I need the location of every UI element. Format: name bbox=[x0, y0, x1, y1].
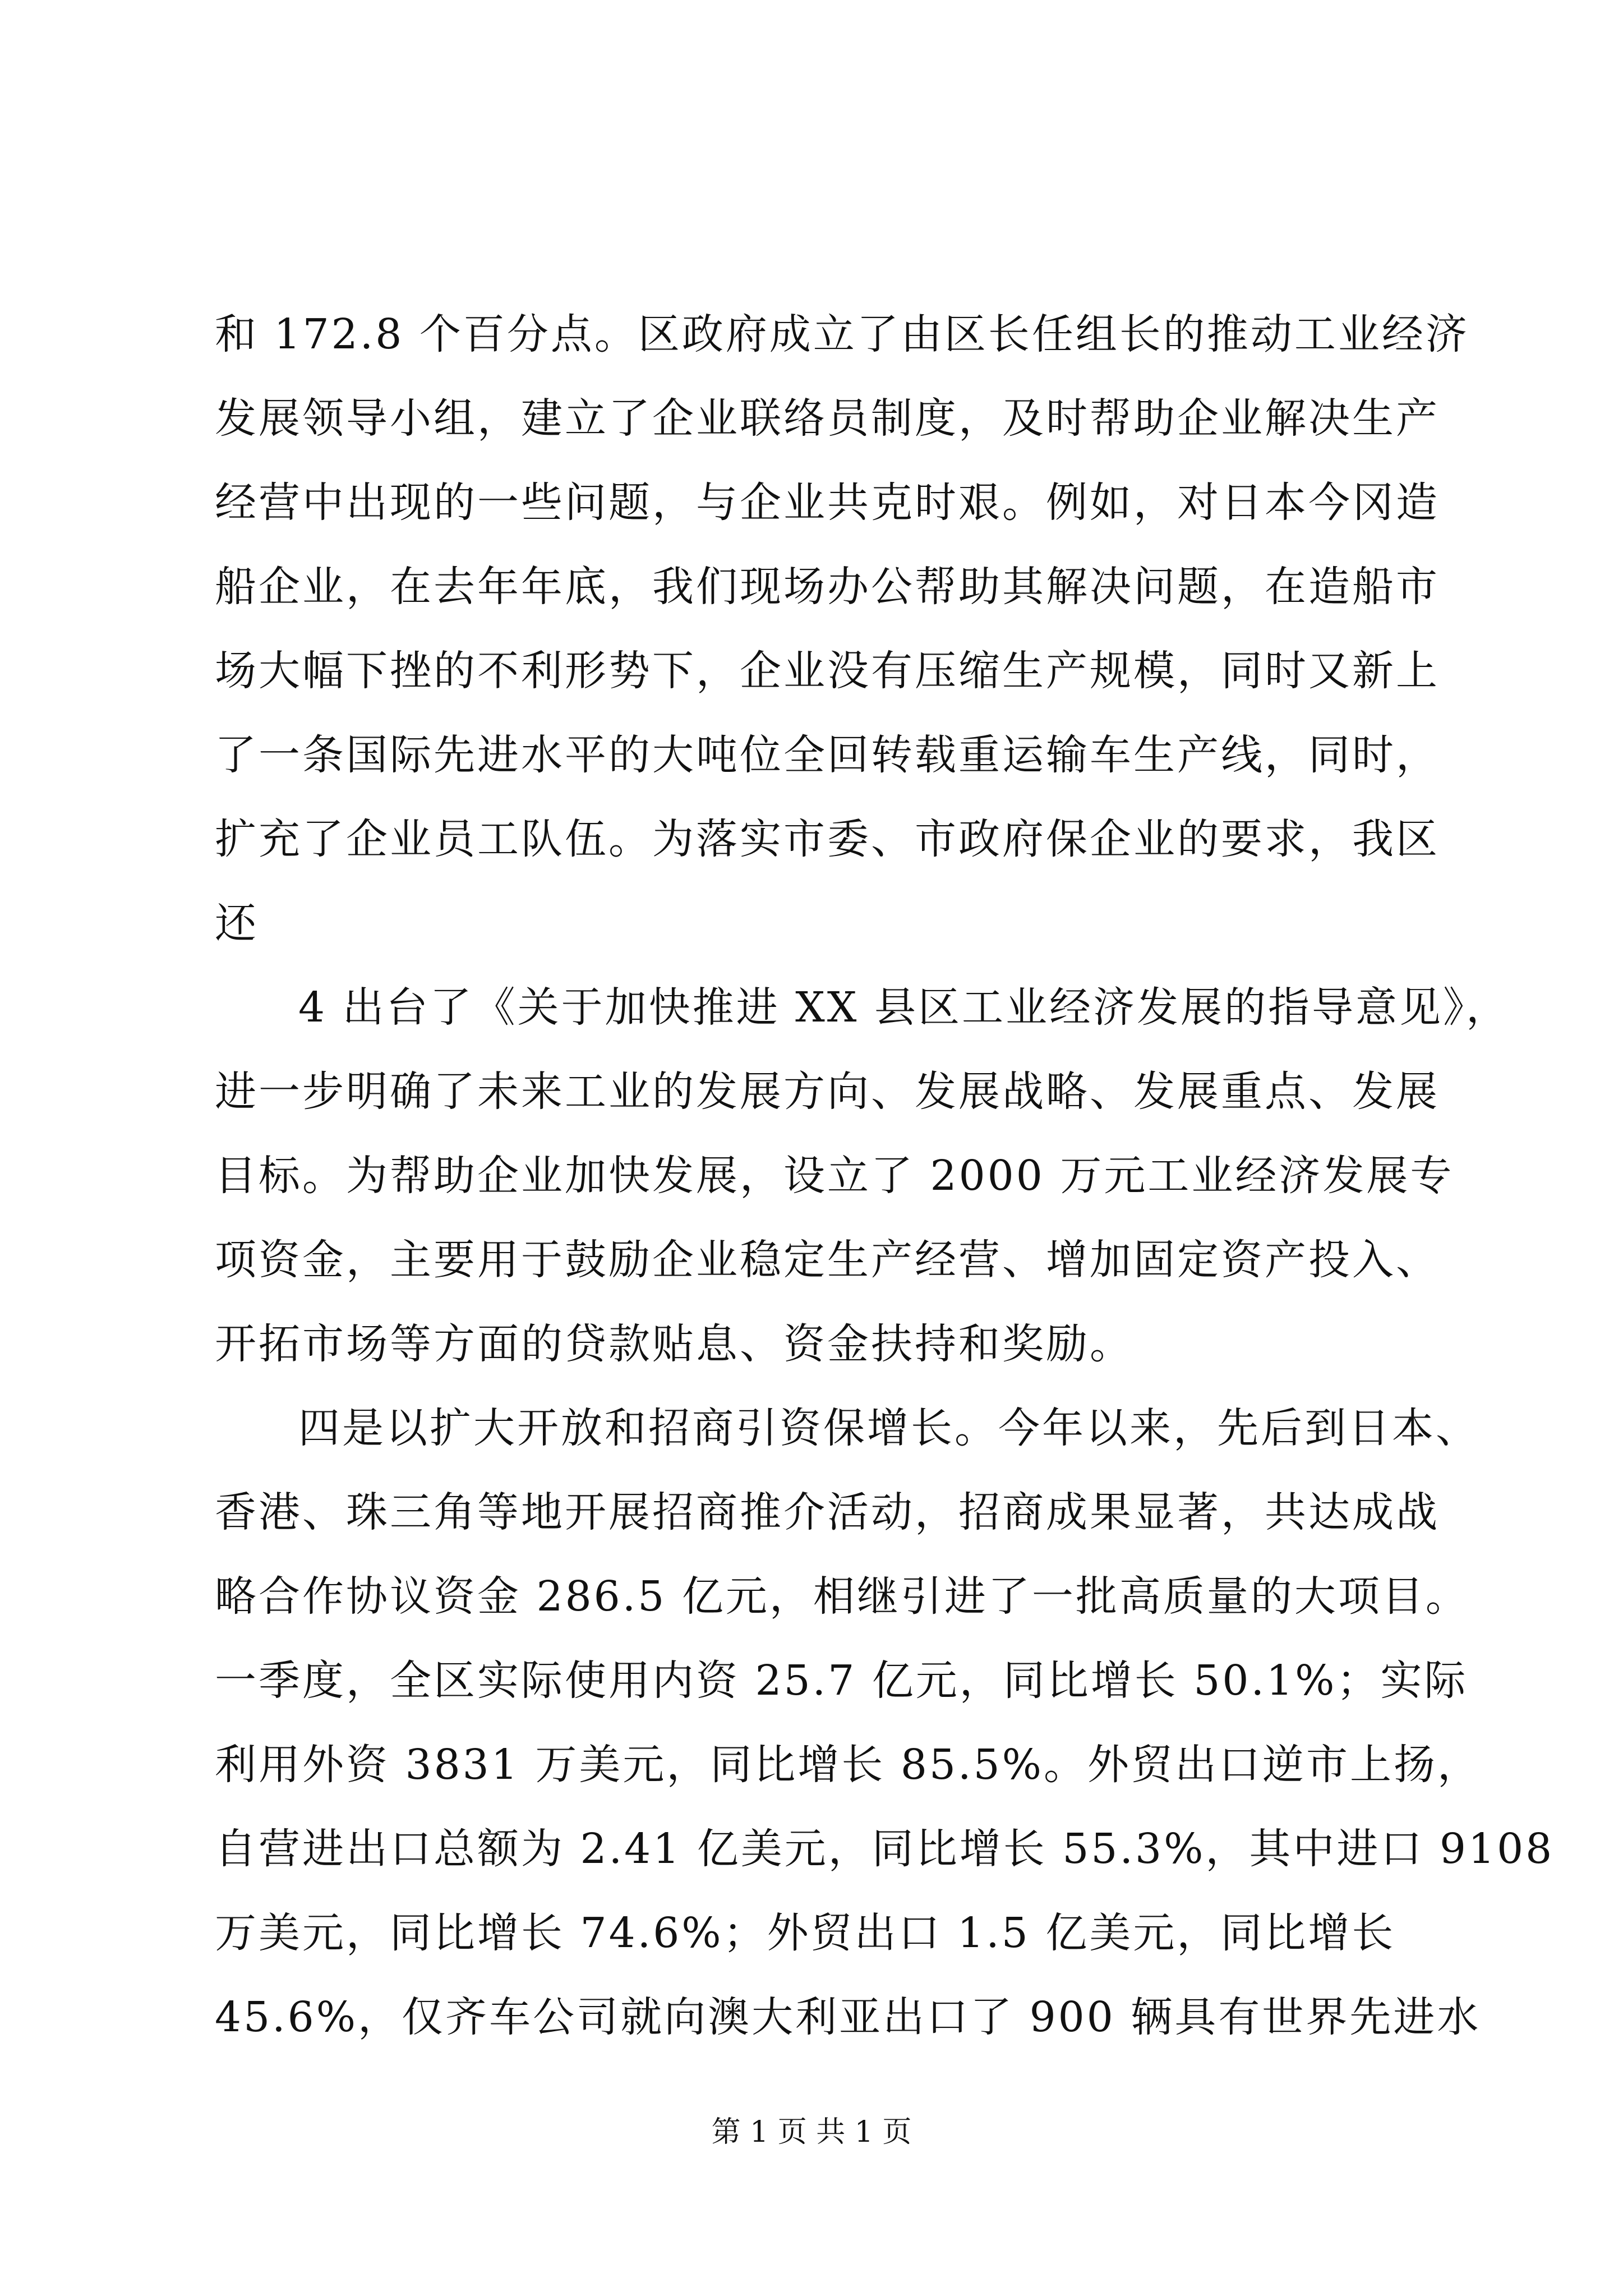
text-line: 45.6%，仅齐车公司就向澳大利亚出口了 900 辆具有世界先进水 bbox=[215, 1993, 1481, 2041]
text-line: 目标。为帮助企业加快发展，设立了 2000 万元工业经济发展专 bbox=[215, 1152, 1454, 1200]
text-line: 和 172.8 个百分点。区政府成立了由区长任组长的推动工业经济 bbox=[215, 310, 1469, 358]
text-line: 发展领导小组，建立了企业联络员制度，及时帮助企业解决生产 bbox=[215, 394, 1440, 443]
text-line: 一季度，全区实际使用内资 25.7 亿元，同比增长 50.1%；实际 bbox=[215, 1657, 1468, 1705]
text-line: 扩充了企业员工队伍。为落实市委、市政府保企业的要求，我区 bbox=[215, 815, 1440, 863]
paragraph-start-line: 4 出台了《关于加快推进 XX 县区工业经济发展的指导意见》， bbox=[298, 983, 1510, 1032]
text-line: 了一条国际先进水平的大吨位全回转载重运输车生产线，同时， bbox=[215, 731, 1440, 779]
text-line: 项资金，主要用于鼓励企业稳定生产经营、增加固定资产投入、 bbox=[215, 1236, 1440, 1284]
text-line: 略合作协议资金 286.5 亿元，相继引进了一批高质量的大项目。 bbox=[215, 1572, 1469, 1621]
text-line: 万美元，同比增长 74.6%；外贸出口 1.5 亿美元，同比增长 bbox=[215, 1909, 1396, 1957]
text-line: 经营中出现的一些问题，与企业共克时艰。例如，对日本今冈造 bbox=[215, 478, 1440, 527]
text-line: 场大幅下挫的不利形势下，企业没有压缩生产规模，同时又新上 bbox=[215, 647, 1440, 695]
text-line: 进一步明确了未来工业的发展方向、发展战略、发展重点、发展 bbox=[215, 1068, 1440, 1116]
text-line: 开拓市场等方面的贷款贴息、资金扶持和奖励。 bbox=[215, 1320, 1133, 1368]
text-line: 利用外资 3831 万美元，同比增长 85.5%。外贸出口逆市上扬， bbox=[215, 1741, 1481, 1789]
text-line: 船企业，在去年年底，我们现场办公帮助其解决问题，在造船市 bbox=[215, 563, 1440, 611]
text-line: 香港、珠三角等地开展招商推介活动，招商成果显著，共达成战 bbox=[215, 1488, 1440, 1536]
text-line: 还 bbox=[215, 899, 259, 947]
text-line: 自营进出口总额为 2.41 亿美元，同比增长 55.3%，其中进口 9108 bbox=[215, 1825, 1555, 1873]
paragraph-start-line: 四是以扩大开放和招商引资保增长。今年以来，先后到日本、 bbox=[298, 1404, 1479, 1452]
page-footer: 第 1 页 共 1 页 bbox=[711, 2115, 912, 2149]
